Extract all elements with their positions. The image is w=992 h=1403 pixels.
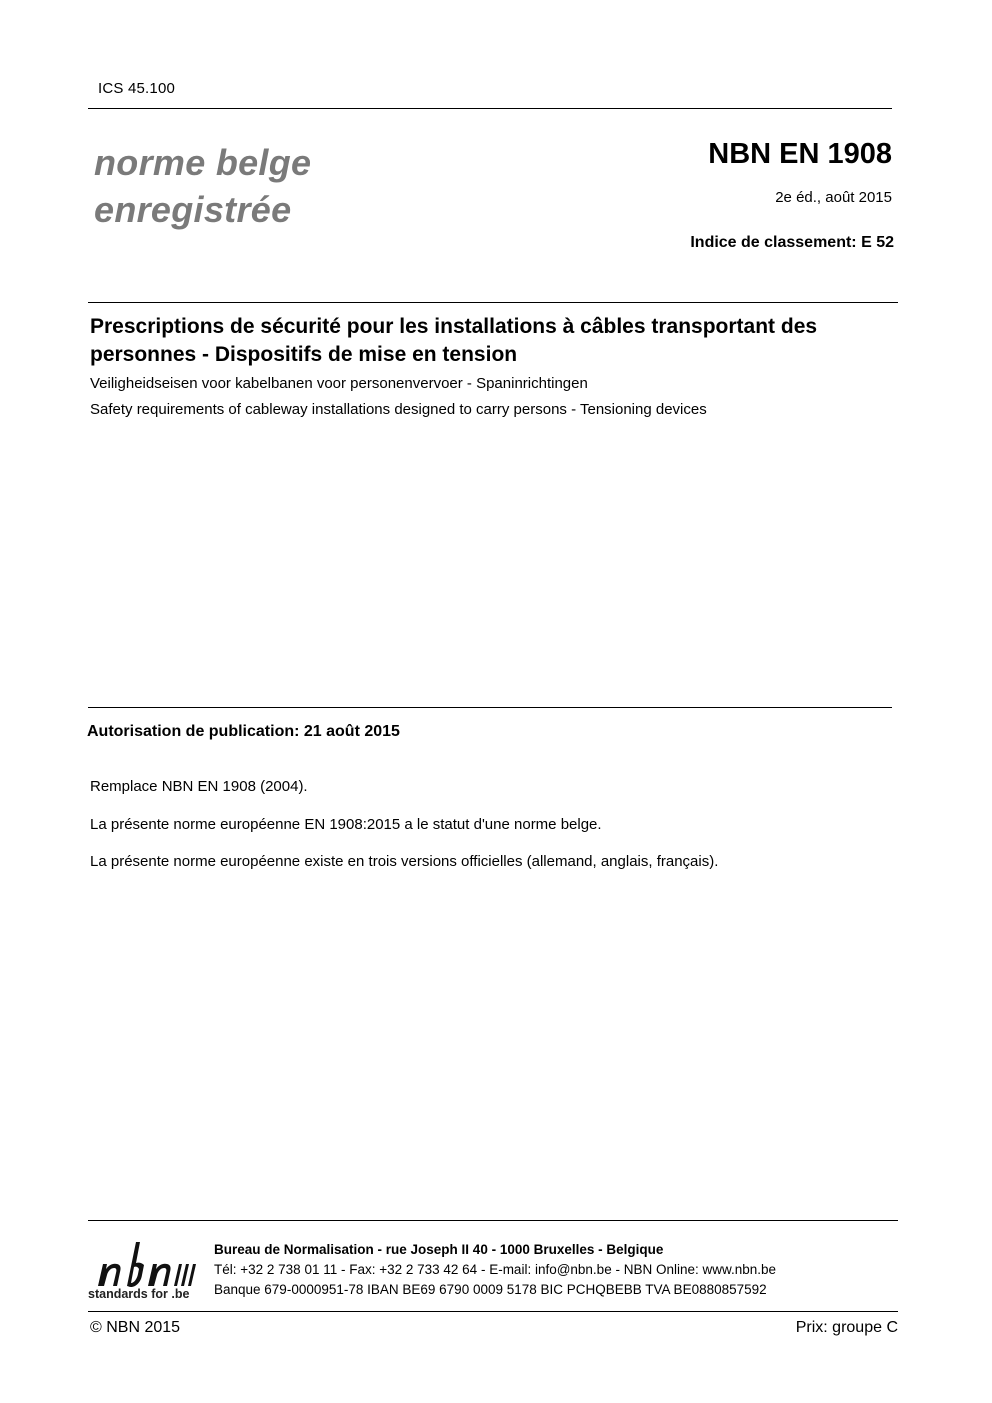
remark-versions: La présente norme européenne existe en trois versions officielles (allemand, anglais, français). <box>90 853 719 870</box>
title-french: Prescriptions de sécurité pour les installations à câbles transportant des personnes - Dispositifs de mise en tension <box>90 315 818 366</box>
footer-contact: Tél: +32 2 738 01 11 - Fax: +32 2 733 42 64 - E-mail: info@nbn.be - NBN Online: www.nbn.be <box>214 1262 777 1277</box>
copyright: © NBN 2015 <box>90 1319 181 1336</box>
footer-bank: Banque 679-0000951-78 IBAN BE69 6790 0009 5178 BIC PCHQBEBB TVA BE0880857592 <box>214 1282 767 1297</box>
classification-index: Indice de classement: E 52 <box>690 234 894 251</box>
footer-divider-top <box>88 1220 898 1221</box>
document-number: NBN EN 1908 <box>708 138 892 170</box>
footer-divider-bottom <box>88 1311 898 1312</box>
remark-replaces: Remplace NBN EN 1908 (2004). <box>90 778 308 795</box>
publication-authorisation: Autorisation de publication: 21 août 2015 <box>87 723 400 740</box>
title-english: Safety requirements of cableway installations designed to carry persons - Tensioning devices <box>90 401 707 418</box>
title-dutch: Veiligheidseisen voor kabelbanen voor personenvervoer - Spaninrichtingen <box>90 375 588 392</box>
logo-tagline: standards for .be <box>88 1287 190 1301</box>
header-divider <box>88 108 892 109</box>
ics-code: ICS 45.100 <box>98 80 176 97</box>
footer-contact-block <box>214 1240 776 1300</box>
footer-address: Bureau de Normalisation - rue Joseph II 40 - 1000 Bruxelles - Belgique <box>214 1242 664 1257</box>
price-group: Prix: groupe C <box>795 1319 898 1336</box>
norme-type-line1: norme belge <box>94 142 312 183</box>
remark-status: La présente norme européenne EN 1908:2015 a le statut d'une norme belge. <box>90 816 602 833</box>
edition-date: 2e éd., août 2015 <box>775 189 892 206</box>
norme-type-line2: enregistrée <box>94 189 292 230</box>
publication-divider <box>88 707 892 708</box>
title-divider <box>88 302 898 303</box>
